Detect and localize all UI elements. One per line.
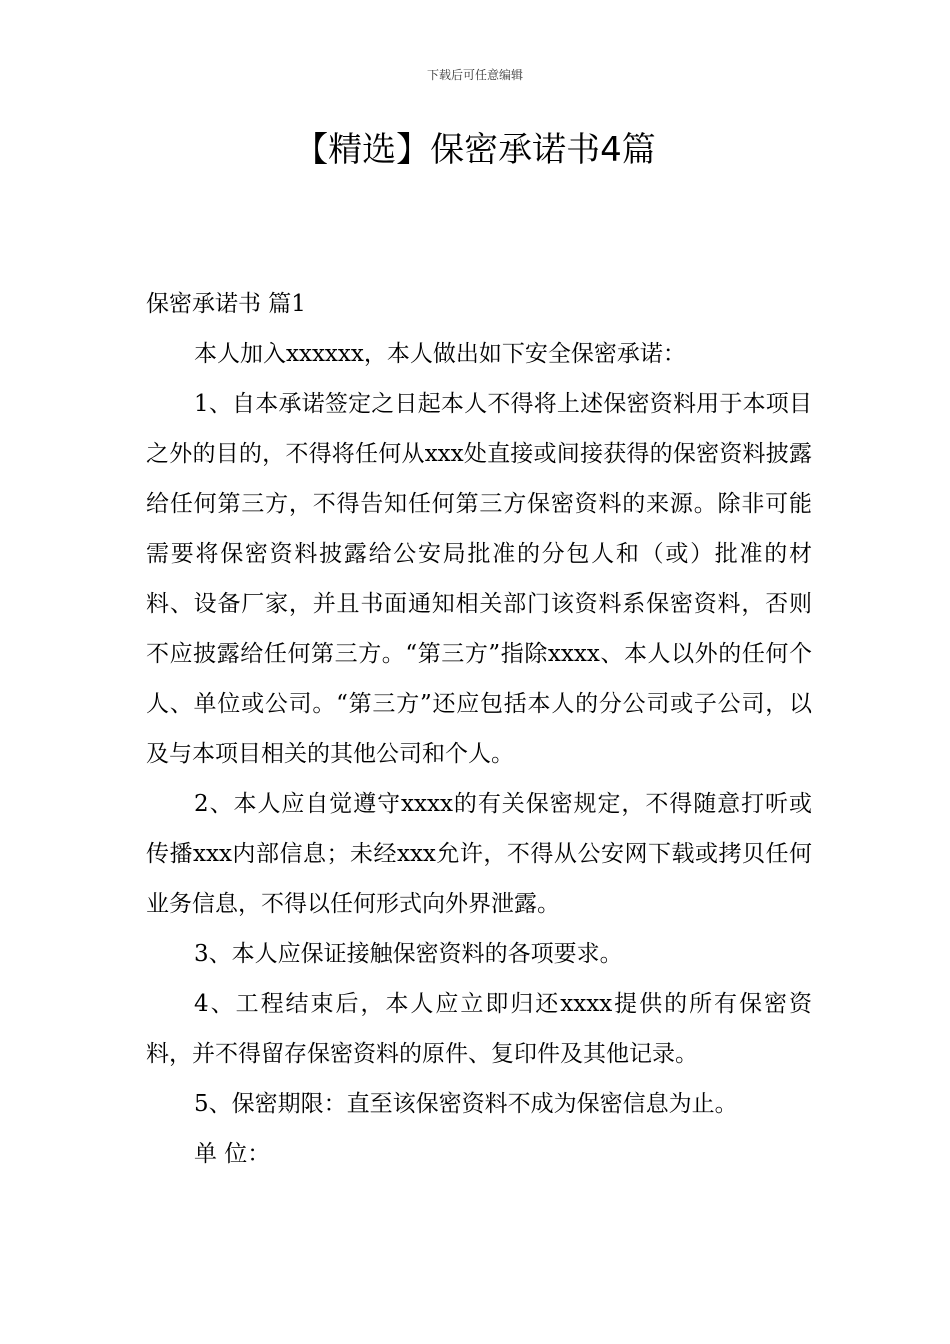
paragraph-clause-1: 1、自本承诺签定之日起本人不得将上述保密资料用于本项目之外的目的，不得将任何从xxx处直接或间接获得的保密资料披露给任何第三方，不得告知任何第三方保密资料的来源。除非可能需要将保密资料披露给公安局批准的分包人和（或）批准的材料、设备厂家，并且书面通知相关部门该资料系保密资料，否则不应披露给任何第三方。“第三方”指除xxxx、本人以外的任何个人、单位或公司。“第三方”还应包括本人的分公司或子公司，以及与本项目相关的其他公司和个人。 (146, 391, 812, 767)
paragraph-intro: 本人加入xxxxxx，本人做出如下安全保密承诺： (194, 341, 686, 367)
document-title: 【精选】保密承诺书4篇 (294, 130, 656, 170)
paragraph-clause-2: 2、本人应自觉遵守xxxx的有关保密规定，不得随意打听或传播xxx内部信息；未经xxx允许，不得从公安网下载或拷贝任何业务信息，不得以任何形式向外界泄露。 (146, 791, 812, 917)
paragraph-clause-5: 5、保密期限：直至该保密资料不成为保密信息为止。 (194, 1091, 738, 1117)
paragraph-clause-3: 3、本人应保证接触保密资料的各项要求。 (194, 941, 623, 967)
section-heading: 保密承诺书 篇1 (146, 291, 306, 317)
header-note: 下载后可任意编辑 (426, 68, 523, 82)
document-body (146, 279, 812, 1179)
paragraph-clause-4: 4、工程结束后，本人应立即归还xxxx提供的所有保密资料，并不得留存保密资料的原件、复印件及其他记录。 (146, 991, 812, 1067)
unit-label: 单 位： (194, 1141, 271, 1167)
